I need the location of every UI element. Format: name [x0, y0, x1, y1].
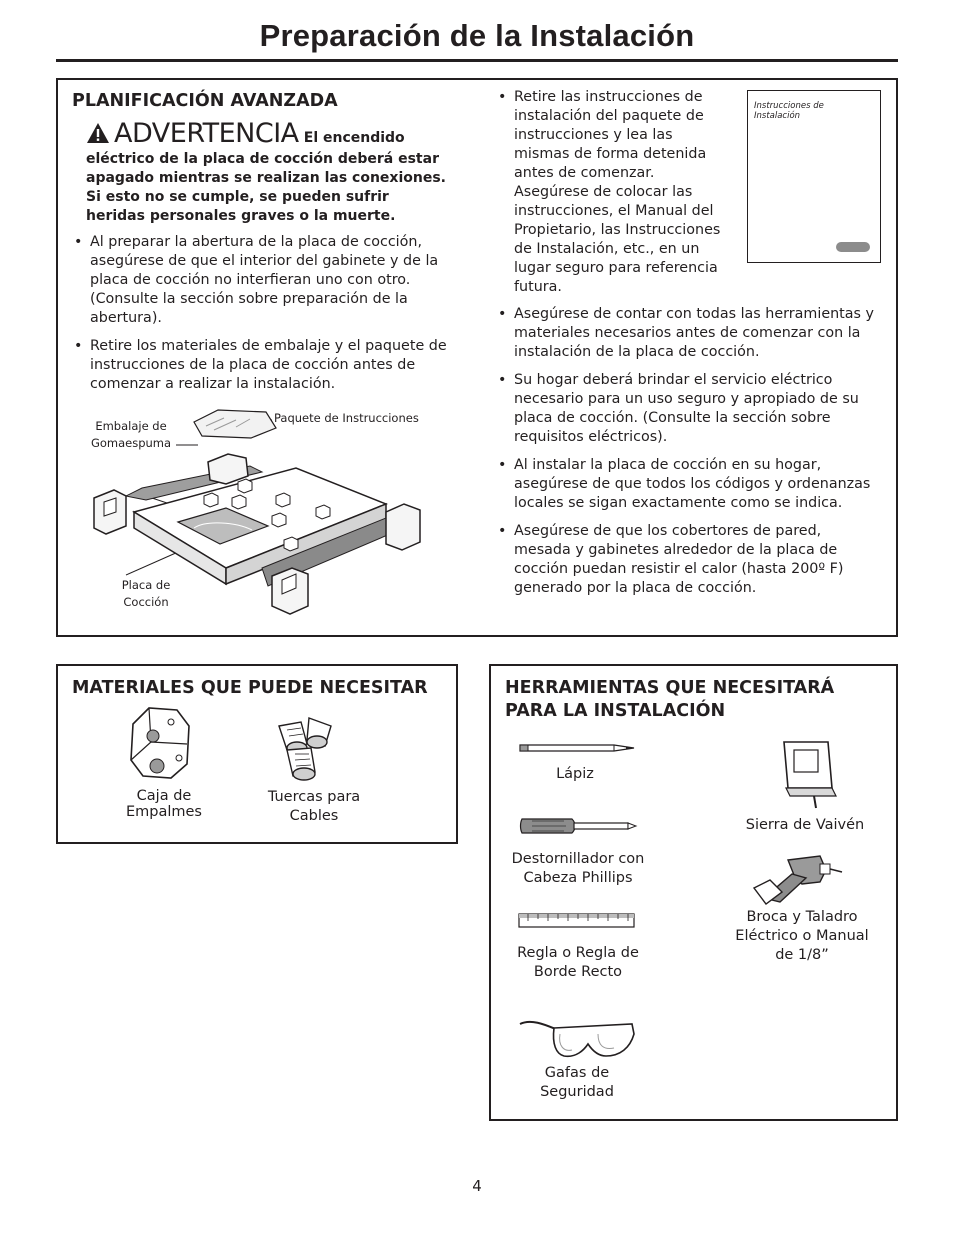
materials-heading: MATERIALES QUE PUEDE NECESITAR: [72, 678, 428, 698]
warning-title: ADVERTENCIA: [114, 118, 299, 149]
label-foam: Embalaje de Gomaespuma: [90, 419, 172, 450]
planning-heading: PLANIFICACIÓN AVANZADA: [72, 91, 338, 111]
label-cooktop: Placa de Cocción: [121, 578, 171, 609]
title-rule: [56, 59, 898, 62]
tool-caption: Destornillador con Cabeza Phillips: [511, 851, 645, 886]
list-item: • Al instalar la placa de cocción en su hogar, asegúrese de que todos los códigos y ordenanzas locales se sigan exactamente como se indica.: [496, 456, 882, 513]
warning-triangle-icon: [86, 122, 110, 144]
tool-caption: Sierra de Vaivén: [745, 817, 865, 833]
instructions-booklet: [747, 90, 881, 263]
label-instructions-package: Paquete de Instrucciones: [274, 411, 419, 425]
list-item: • Retire las instrucciones de instalación del paquete de instrucciones y lea las mismas de forma detenida antes de comenzar. Asegúrese de colocar las instrucciones, el Manual del Propietario, las Instrucciones de Instalación, etc., en un lugar seguro para referencia futura.: [496, 88, 732, 297]
list-item: • Asegúrese de que los cobertores de pared, mesada y gabinetes alrededor de la placa de cocción puedan resistir el calor (hasta 200º F) generado por la placa de cocción.: [496, 522, 882, 598]
planning-right-list: [496, 305, 882, 607]
tool-caption: Gafas de Seguridad: [540, 1065, 614, 1100]
brand-logo-icon: [836, 242, 870, 252]
wire-nuts-icon: [273, 714, 339, 782]
tool-caption: Regla o Regla de Borde Recto: [517, 945, 639, 980]
planning-right-top-list: [496, 88, 732, 306]
packaging-diagram: [86, 400, 446, 630]
planning-left-list: [72, 233, 448, 403]
warning-text-lead: El encendido: [303, 130, 405, 146]
jigsaw-icon: [780, 740, 840, 810]
screwdriver-icon: [518, 815, 638, 837]
warning-block: [86, 117, 452, 226]
booklet-title: Instrucciones de Instalación: [754, 101, 824, 121]
tool-caption: Lápiz: [556, 766, 594, 782]
warning-text: eléctrico de la placa de cocción deberá estar apagado mientras se realizan las conexiones. Si esto no se cumple, se pueden sufrir heridas personales graves o la muerte.: [86, 151, 446, 224]
material-caption: Caja de Empalmes: [125, 788, 202, 820]
safety-goggles-icon: [518, 1016, 638, 1060]
ruler-icon: [518, 913, 636, 929]
tool-caption: Broca y Taladro Eléctrico o Manual de 1/8”: [735, 909, 869, 963]
tools-heading: HERRAMIENTAS QUE NECESITARÁ PARA LA INSTALACIÓN: [505, 678, 835, 721]
list-item: • Al preparar la abertura de la placa de cocción, asegúrese de que el interior del gabinete y de la placa de cocción no interfieran uno con otro. (Consulte la sección sobre preparación de la abertura).: [72, 233, 448, 328]
material-caption: Tuercas para Cables: [267, 789, 361, 824]
list-item: • Asegúrese de contar con todas las herramientas y materiales necesarios antes de comenzar con la instalación de la placa de cocción.: [496, 305, 882, 362]
pencil-icon: [518, 742, 636, 754]
page-number: 4: [472, 1177, 482, 1195]
list-item: • Retire los materiales de embalaje y el paquete de instrucciones de la placa de cocción antes de comenzar a realizar la instalación.: [72, 337, 448, 394]
junction-box-icon: [127, 702, 193, 782]
page-title: Preparación de la Instalación: [259, 18, 695, 53]
list-item: • Su hogar deberá brindar el servicio eléctrico necesario para un uso seguro y apropiado de su placa de cocción. (Consulte la sección sobre requisitos eléctricos).: [496, 371, 882, 447]
drill-icon: [750, 852, 842, 908]
